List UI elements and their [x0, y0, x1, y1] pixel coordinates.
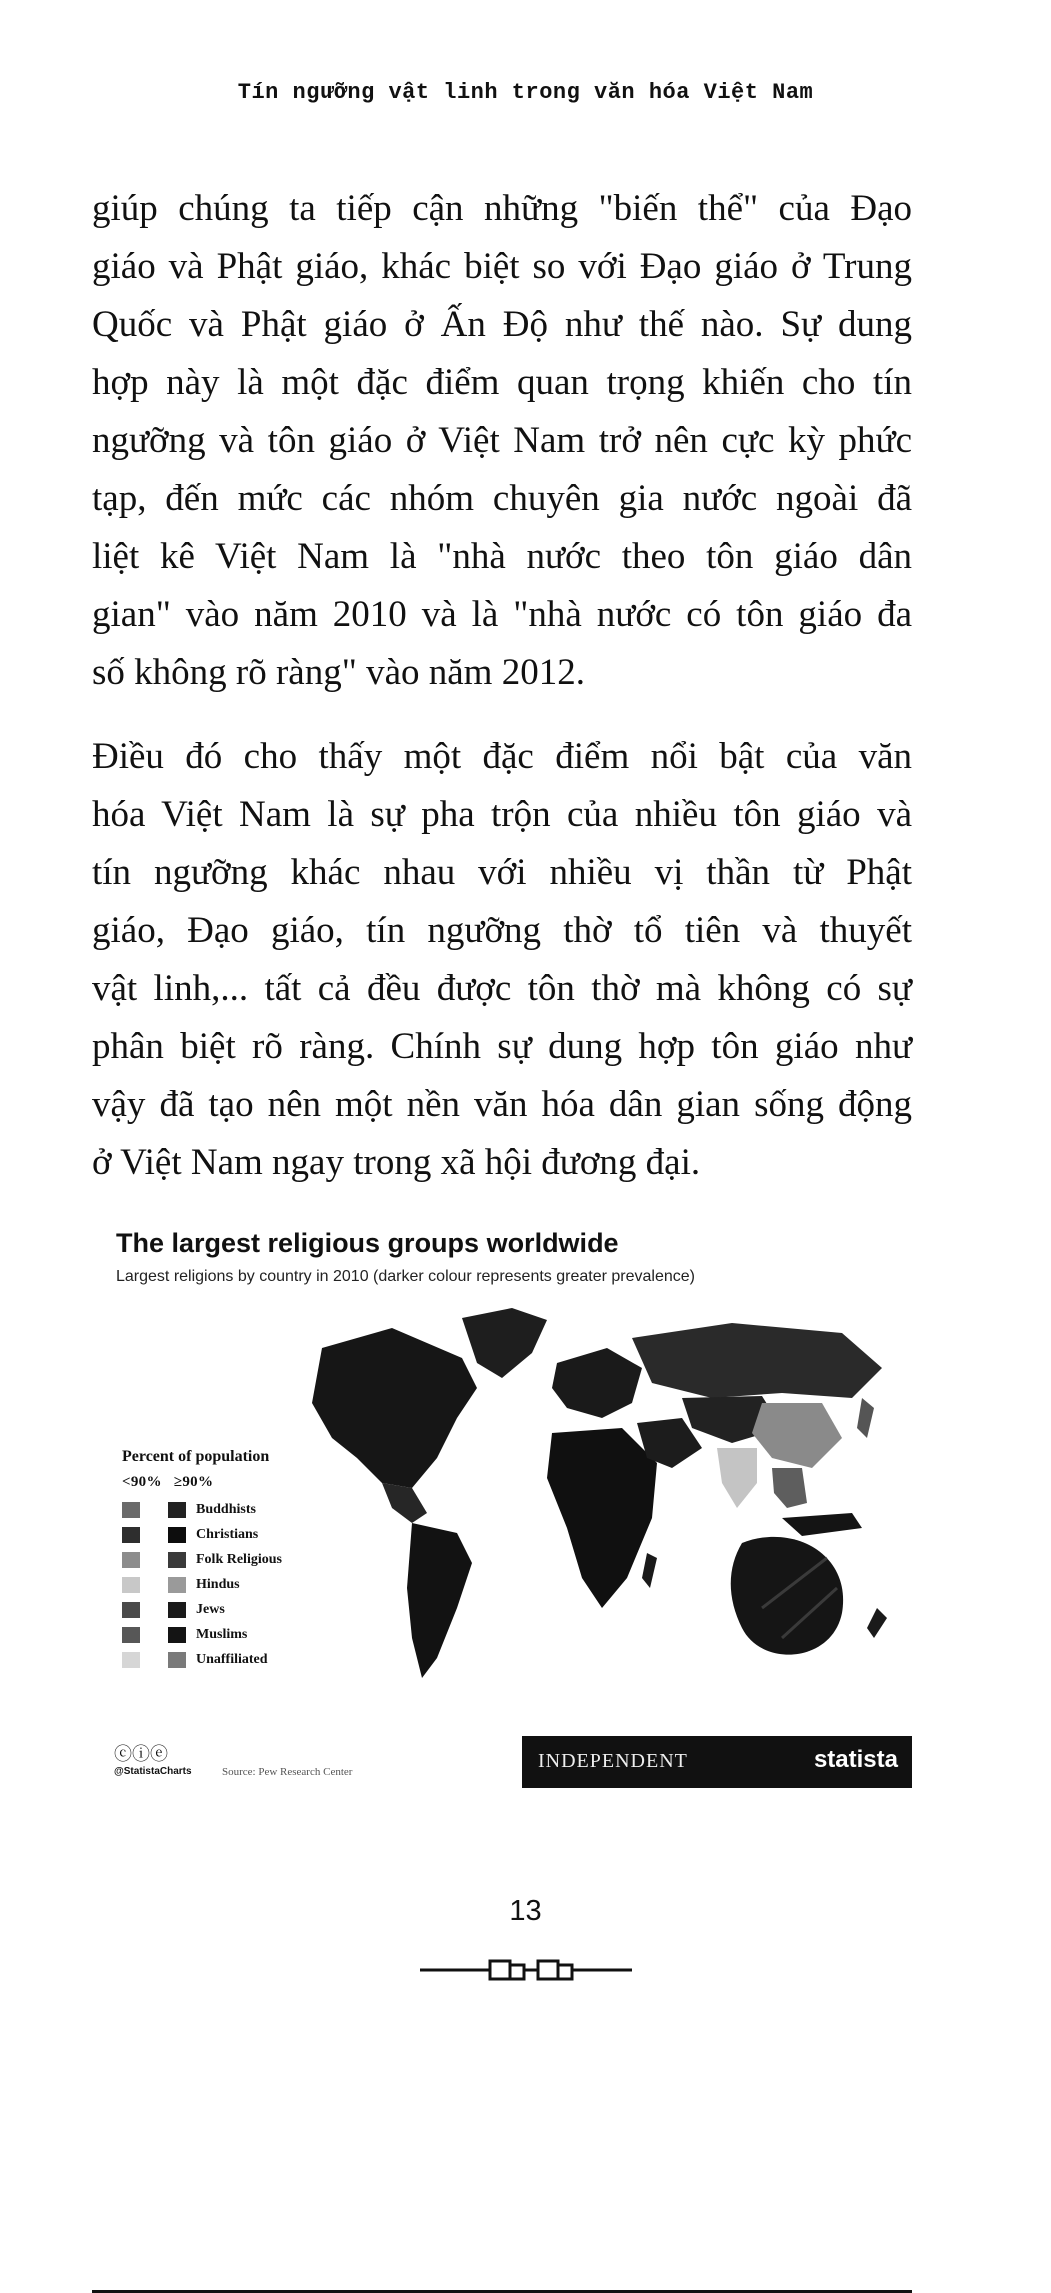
legend-swatch-high	[168, 1552, 186, 1568]
legend-swatch-high	[168, 1652, 186, 1668]
south-america-shape	[407, 1523, 472, 1678]
figure-footer	[92, 1736, 912, 1792]
greenland-shape	[462, 1308, 547, 1378]
legend-item	[122, 1522, 382, 1547]
legend-label: Christians	[196, 1526, 259, 1542]
europe-shape	[552, 1348, 642, 1418]
running-head: Tín ngưỡng vật linh trong văn hóa Việt Nam	[237, 80, 814, 105]
text-line: tín ngưỡng khác nhau với nhiều vị thần từ Phật	[92, 852, 912, 893]
text-line: liệt kê Việt Nam là "nhà nước theo tôn giáo dân	[92, 536, 912, 577]
japan-shape	[857, 1398, 874, 1438]
figure-source: Source: Pew Research Center	[222, 1766, 353, 1778]
indonesia-shape	[782, 1513, 862, 1536]
madagascar-shape	[642, 1553, 657, 1588]
figure-subtitle: Largest religions by country in 2010 (darker colour represents greater prevalence)	[116, 1268, 695, 1285]
legend-swatch-high	[168, 1502, 186, 1518]
legend-label: Jews	[196, 1601, 225, 1617]
text-line: tạp, đến mức các nhóm chuyên gia nước ngoài đã	[92, 478, 912, 519]
independent-logo: INDEPENDENT	[538, 1750, 688, 1772]
statista-logo: statista	[813, 1746, 898, 1773]
legend-swatch-low	[122, 1527, 140, 1543]
text-line: hóa Việt Nam là sự pha trộn của nhiều tôn giáo và	[92, 794, 912, 835]
text-line: giúp chúng ta tiếp cận những "biến thể" của Đạo	[92, 188, 912, 229]
paragraph-1	[92, 180, 912, 702]
text-line: ngưỡng và tôn giáo ở Việt Nam trở nên cực kỳ phức	[92, 420, 912, 461]
religion-map-figure	[92, 1228, 912, 1804]
text-line: vậy đã tạo nên một nền văn hóa dân gian sống động	[92, 1084, 912, 1125]
text-line: giáo, Đạo giáo, tín ngưỡng thờ tổ tiên và thuyết	[92, 910, 912, 951]
legend-item	[122, 1597, 382, 1622]
text-line: số không rõ ràng" vào năm 2012.	[92, 652, 585, 693]
text-line: Điều đó cho thấy một đặc điểm nổi bật của văn	[92, 736, 912, 777]
creative-commons-icon: ⓒⓘⓔ	[114, 1744, 168, 1765]
figure-title: The largest religious groups worldwide	[116, 1228, 619, 1258]
legend-col-high: ≥90%	[173, 1474, 214, 1490]
legend-item	[122, 1622, 382, 1647]
paragraph-2	[92, 728, 912, 1192]
india-shape	[717, 1448, 757, 1508]
russia-shape	[632, 1323, 882, 1398]
legend-swatch-low	[122, 1577, 140, 1593]
legend-item	[122, 1497, 382, 1522]
legend-label: Buddhists	[196, 1501, 256, 1517]
text-line: gian" vào năm 2010 và là "nhà nước có tôn giáo đa	[92, 594, 912, 635]
central-america-shape	[382, 1483, 427, 1523]
legend-swatch-low	[122, 1552, 140, 1568]
text-line: giáo và Phật giáo, khác biệt so với Đạo giáo ở Trung	[92, 246, 912, 287]
statista-handle: @StatistaCharts	[114, 1766, 192, 1777]
page-number: 13	[509, 1895, 542, 1927]
text-line: ở Việt Nam ngay trong xã hội đương đại.	[92, 1142, 701, 1183]
legend-swatch-low	[122, 1502, 140, 1518]
legend-swatch-low	[122, 1627, 140, 1643]
china-shape	[752, 1403, 842, 1468]
text-line: hợp này là một đặc điểm quan trọng khiến cho tín	[92, 362, 912, 403]
legend-item	[122, 1547, 382, 1572]
legend-swatch-high	[168, 1627, 186, 1643]
text-line: vật linh,... tất cả đều được tôn thờ mà không có sự	[92, 968, 912, 1009]
legend-label: Muslims	[196, 1626, 248, 1642]
legend-swatch-low	[122, 1652, 140, 1668]
legend-label: Unaffiliated	[196, 1651, 268, 1667]
legend-label: Folk Religious	[196, 1551, 282, 1567]
legend-swatch-high	[168, 1527, 186, 1543]
legend-swatch-low	[122, 1602, 140, 1618]
legend-item	[122, 1572, 382, 1597]
legend-swatch-high	[168, 1602, 186, 1618]
text-line: Quốc và Phật giáo ở Ấn Độ như thế nào. Sự dung	[92, 304, 912, 345]
text-line: phân biệt rõ ràng. Chính sự dung hợp tôn giáo như	[92, 1026, 912, 1067]
southeast-asia-shape	[772, 1468, 807, 1508]
legend-header	[122, 1474, 382, 1491]
legend-swatch-high	[168, 1577, 186, 1593]
new-zealand-shape	[867, 1608, 887, 1638]
brand-bar	[522, 1736, 912, 1788]
legend-col-low: <90%	[122, 1474, 162, 1490]
map-legend	[122, 1448, 382, 1672]
legend-label: Hindus	[196, 1576, 240, 1592]
legend-item	[122, 1647, 382, 1672]
page-ornament	[420, 1955, 632, 1985]
legend-title: Percent of population	[122, 1448, 270, 1465]
africa-shape	[547, 1428, 657, 1608]
